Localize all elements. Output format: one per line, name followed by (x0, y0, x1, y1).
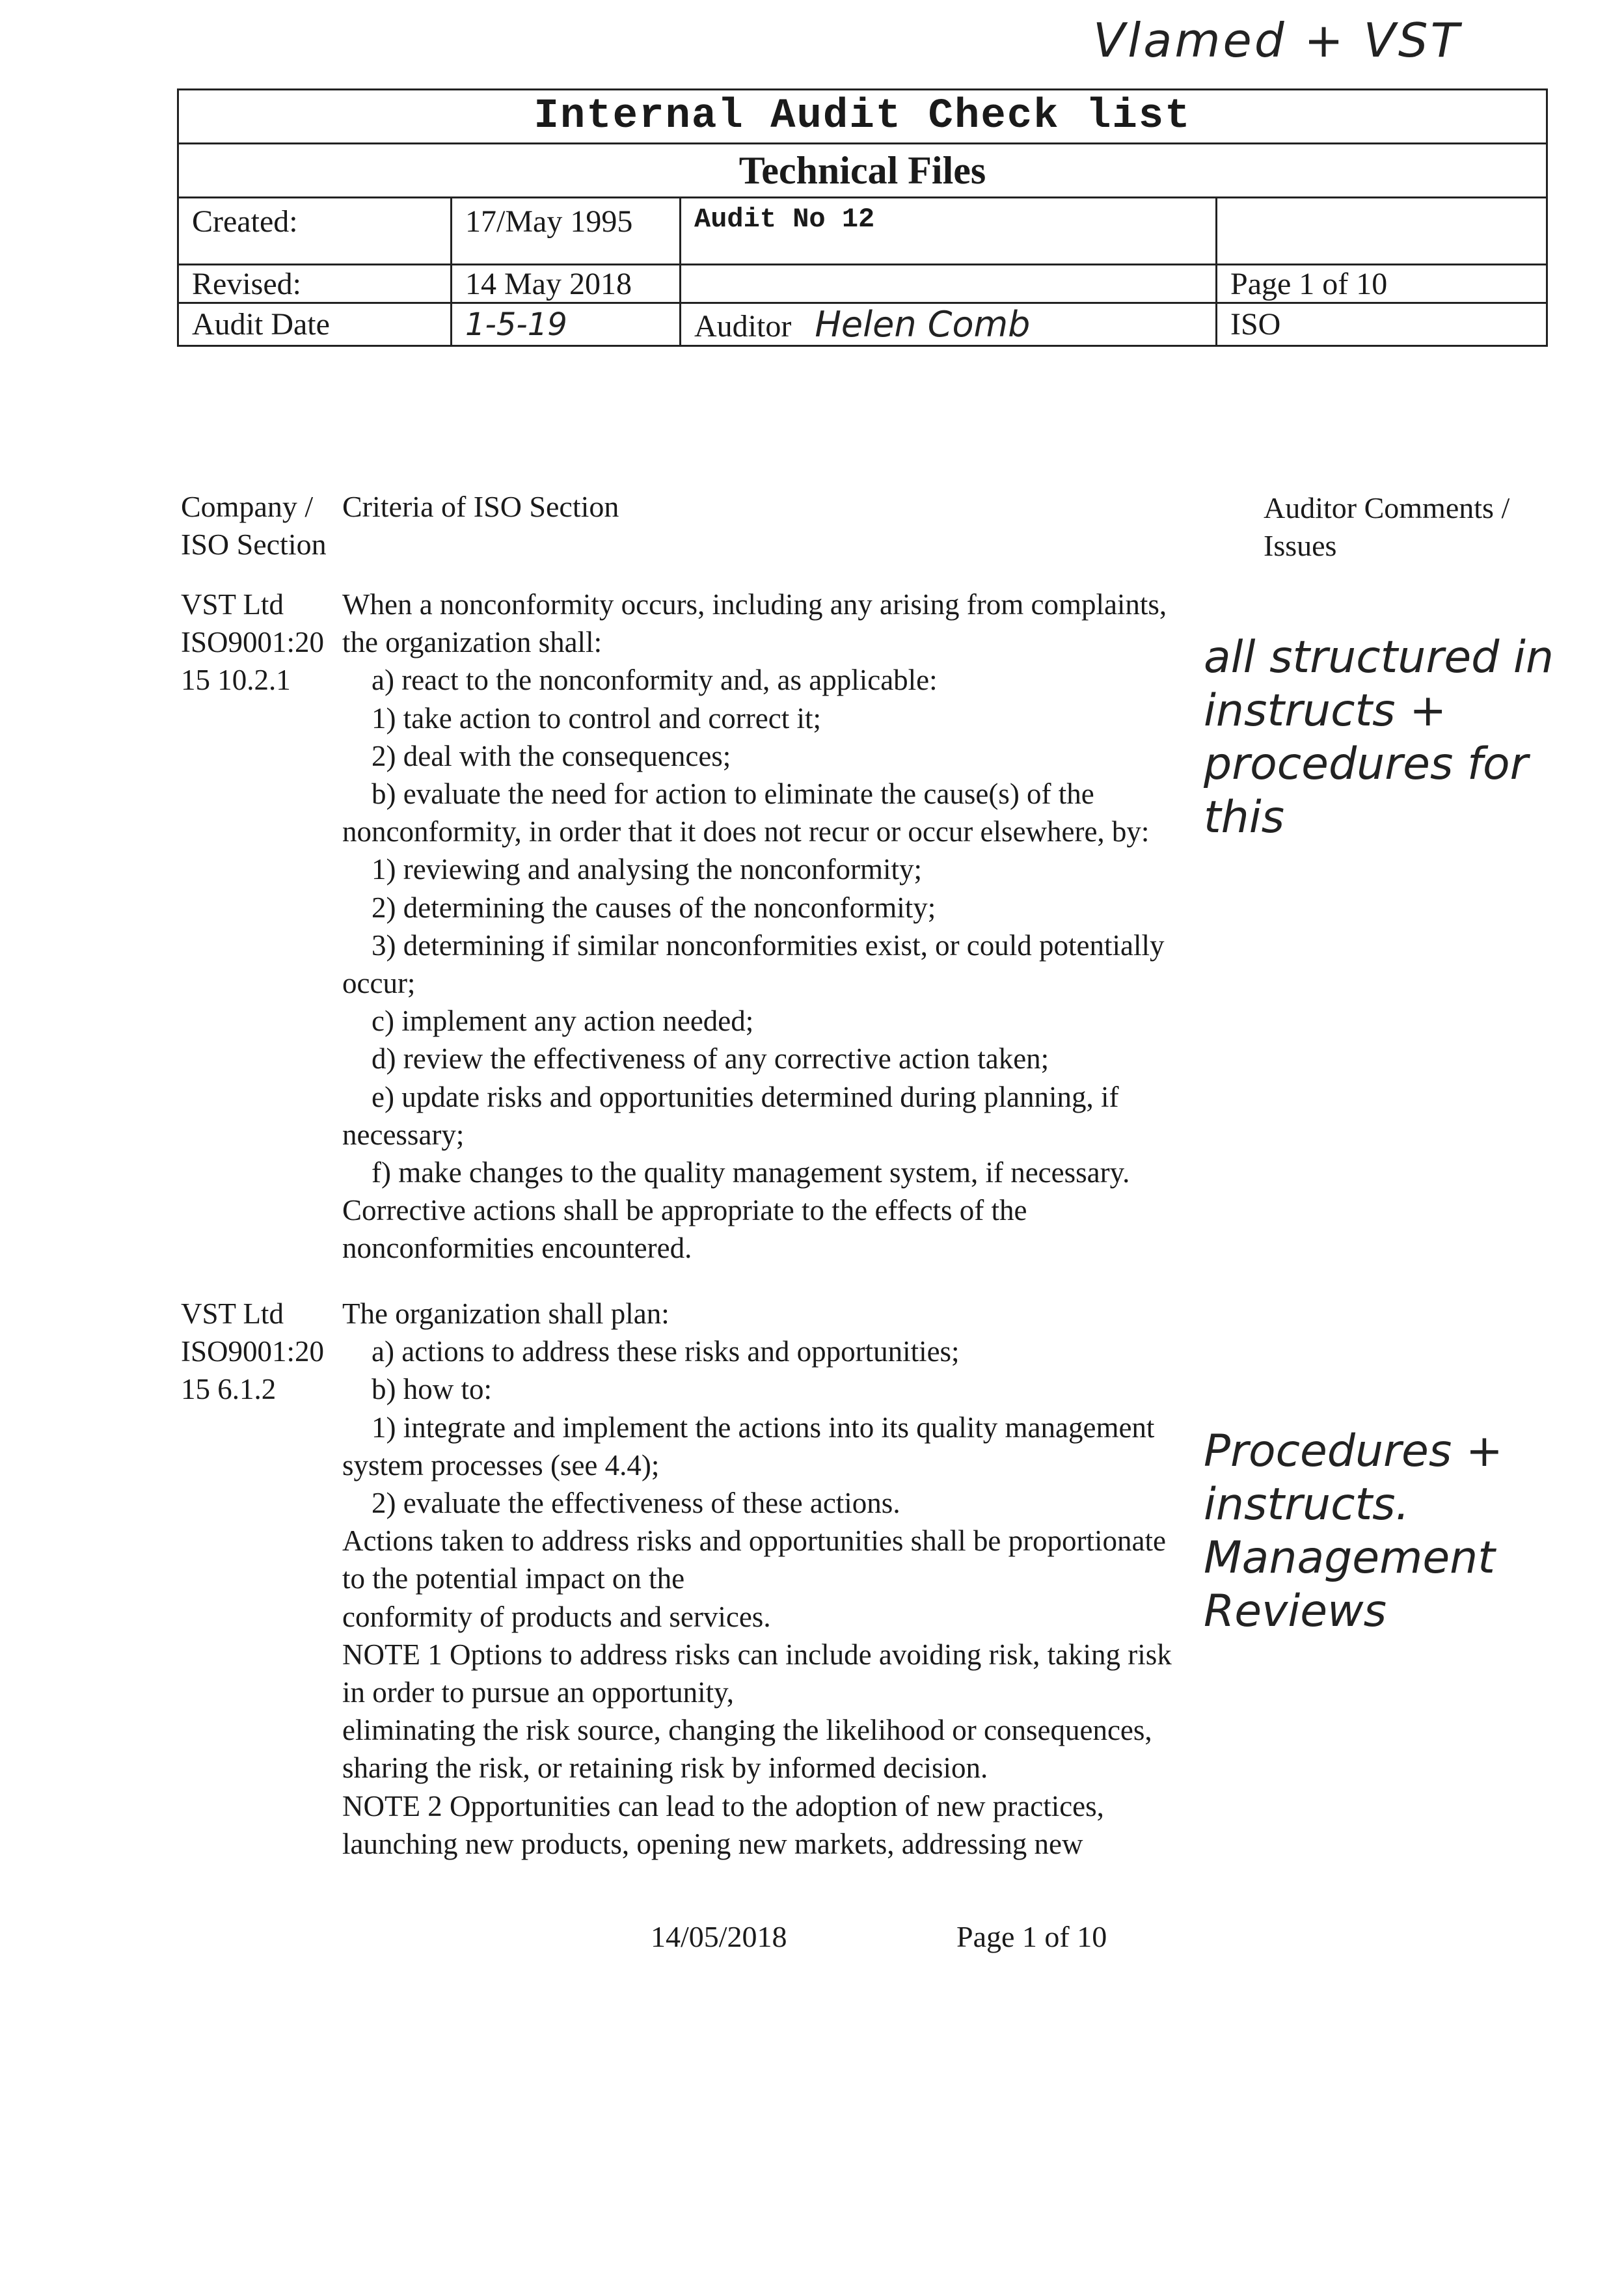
auditor-cell (681, 303, 1217, 346)
criteria-line: 1) reviewing and analysing the nonconformity; (342, 853, 923, 886)
criteria-line: sharing the risk, or retaining risk by informed decision. (342, 1752, 988, 1785)
criteria-line: e) update risks and opportunities determined during planning, if (342, 1080, 1119, 1113)
empty-cell (1217, 198, 1547, 265)
iso-label: ISO (1217, 303, 1547, 346)
created-label: Created: (178, 198, 452, 265)
criteria-line: system processes (see 4.4); (342, 1448, 660, 1482)
criteria-line: c) implement any action needed; (342, 1005, 754, 1038)
criteria-line: 2) determining the causes of the nonconformity; (342, 891, 936, 924)
criteria-line: 1) integrate and implement the actions into its quality management (342, 1411, 1155, 1444)
criteria-line: NOTE 1 Options to address risks can include avoiding risk, taking risk (342, 1638, 1172, 1671)
auditor-handwritten-comment: all structured in instructs + procedures for this (1204, 632, 1554, 843)
column-heading-criteria: Criteria of ISO Section (342, 490, 619, 523)
column-heading-company: Company / ISO Section (181, 490, 327, 561)
criteria-line: nonconformities encountered. (342, 1232, 692, 1265)
criteria-line: nonconformity, in order that it does not recur or occur elsewhere, by: (342, 815, 1150, 848)
audit-number: Audit No 12 (681, 198, 1217, 265)
criteria-line: 2) deal with the consequences; (342, 739, 731, 772)
revised-label: Revised: (178, 265, 452, 303)
criteria-line: 3) determining if similar nonconformities exist, or could potentially (342, 928, 1165, 962)
audit-date-label: Audit Date (178, 303, 452, 346)
section-company-iso: VST Ltd ISO9001:20 15 10.2.1 (181, 588, 325, 696)
criteria-line: in order to pursue an opportunity, (342, 1676, 734, 1709)
auditor-signature: Helen Comb (815, 304, 1031, 345)
criteria-line: conformity of products and services. (342, 1600, 771, 1633)
handwritten-header-note: Vlamed + VST (1093, 13, 1462, 68)
criteria-line: d) review the effectiveness of any corrective action taken; (342, 1042, 1049, 1076)
criteria-line: Actions taken to address risks and opportunities shall be proportionate (342, 1524, 1166, 1558)
criteria-line: the organization shall: (342, 626, 602, 659)
criteria-line: a) actions to address these risks and opportunities; (342, 1335, 960, 1368)
auditor-handwritten-comment: Procedures + instructs. Management Reviews (1204, 1426, 1503, 1637)
criteria-line: occur; (342, 967, 416, 1000)
footer-date: 14/05/2018 (651, 1920, 787, 1953)
criteria-line: 1) take action to control and correct it; (342, 701, 821, 735)
document-title: Internal Audit Check list (178, 90, 1547, 144)
page-label: Page 1 of 10 (1217, 265, 1547, 303)
empty-cell (681, 265, 1217, 303)
revised-value: 14 May 2018 (452, 265, 681, 303)
criteria-line: launching new products, opening new markets, addressing new (342, 1827, 1083, 1860)
footer-page-number: Page 1 of 10 (956, 1920, 1107, 1953)
criteria-line: 2) evaluate the effectiveness of these actions. (342, 1487, 900, 1520)
audit-date-value: 1-5-19 (452, 303, 681, 346)
audit-header-table (177, 88, 1548, 347)
criteria-line: necessary; (342, 1118, 465, 1151)
criteria-line: b) how to: (342, 1373, 492, 1406)
criteria-line: a) react to the nonconformity and, as applicable: (342, 664, 938, 697)
document-subtitle: Technical Files (178, 144, 1547, 198)
criteria-line: The organization shall plan: (342, 1297, 670, 1330)
column-heading-comments: Auditor Comments / Issues (1264, 491, 1510, 562)
auditor-label: Auditor (694, 309, 792, 344)
criteria-line: eliminating the risk source, changing the likelihood or consequences, (342, 1714, 1152, 1747)
criteria-line: When a nonconformity occurs, including any arising from complaints, (342, 588, 1167, 621)
criteria-line: b) evaluate the need for action to eliminate the cause(s) of the (342, 778, 1094, 811)
criteria-line: NOTE 2 Opportunities can lead to the adoption of new practices, (342, 1789, 1104, 1822)
created-value: 17/May 1995 (452, 198, 681, 265)
section-company-iso: VST Ltd ISO9001:20 15 6.1.2 (181, 1297, 325, 1405)
criteria-line: to the potential impact on the (342, 1562, 685, 1595)
criteria-line: Corrective actions shall be appropriate to the effects of the (342, 1194, 1027, 1227)
criteria-line: f) make changes to the quality management system, if necessary. (342, 1156, 1130, 1189)
